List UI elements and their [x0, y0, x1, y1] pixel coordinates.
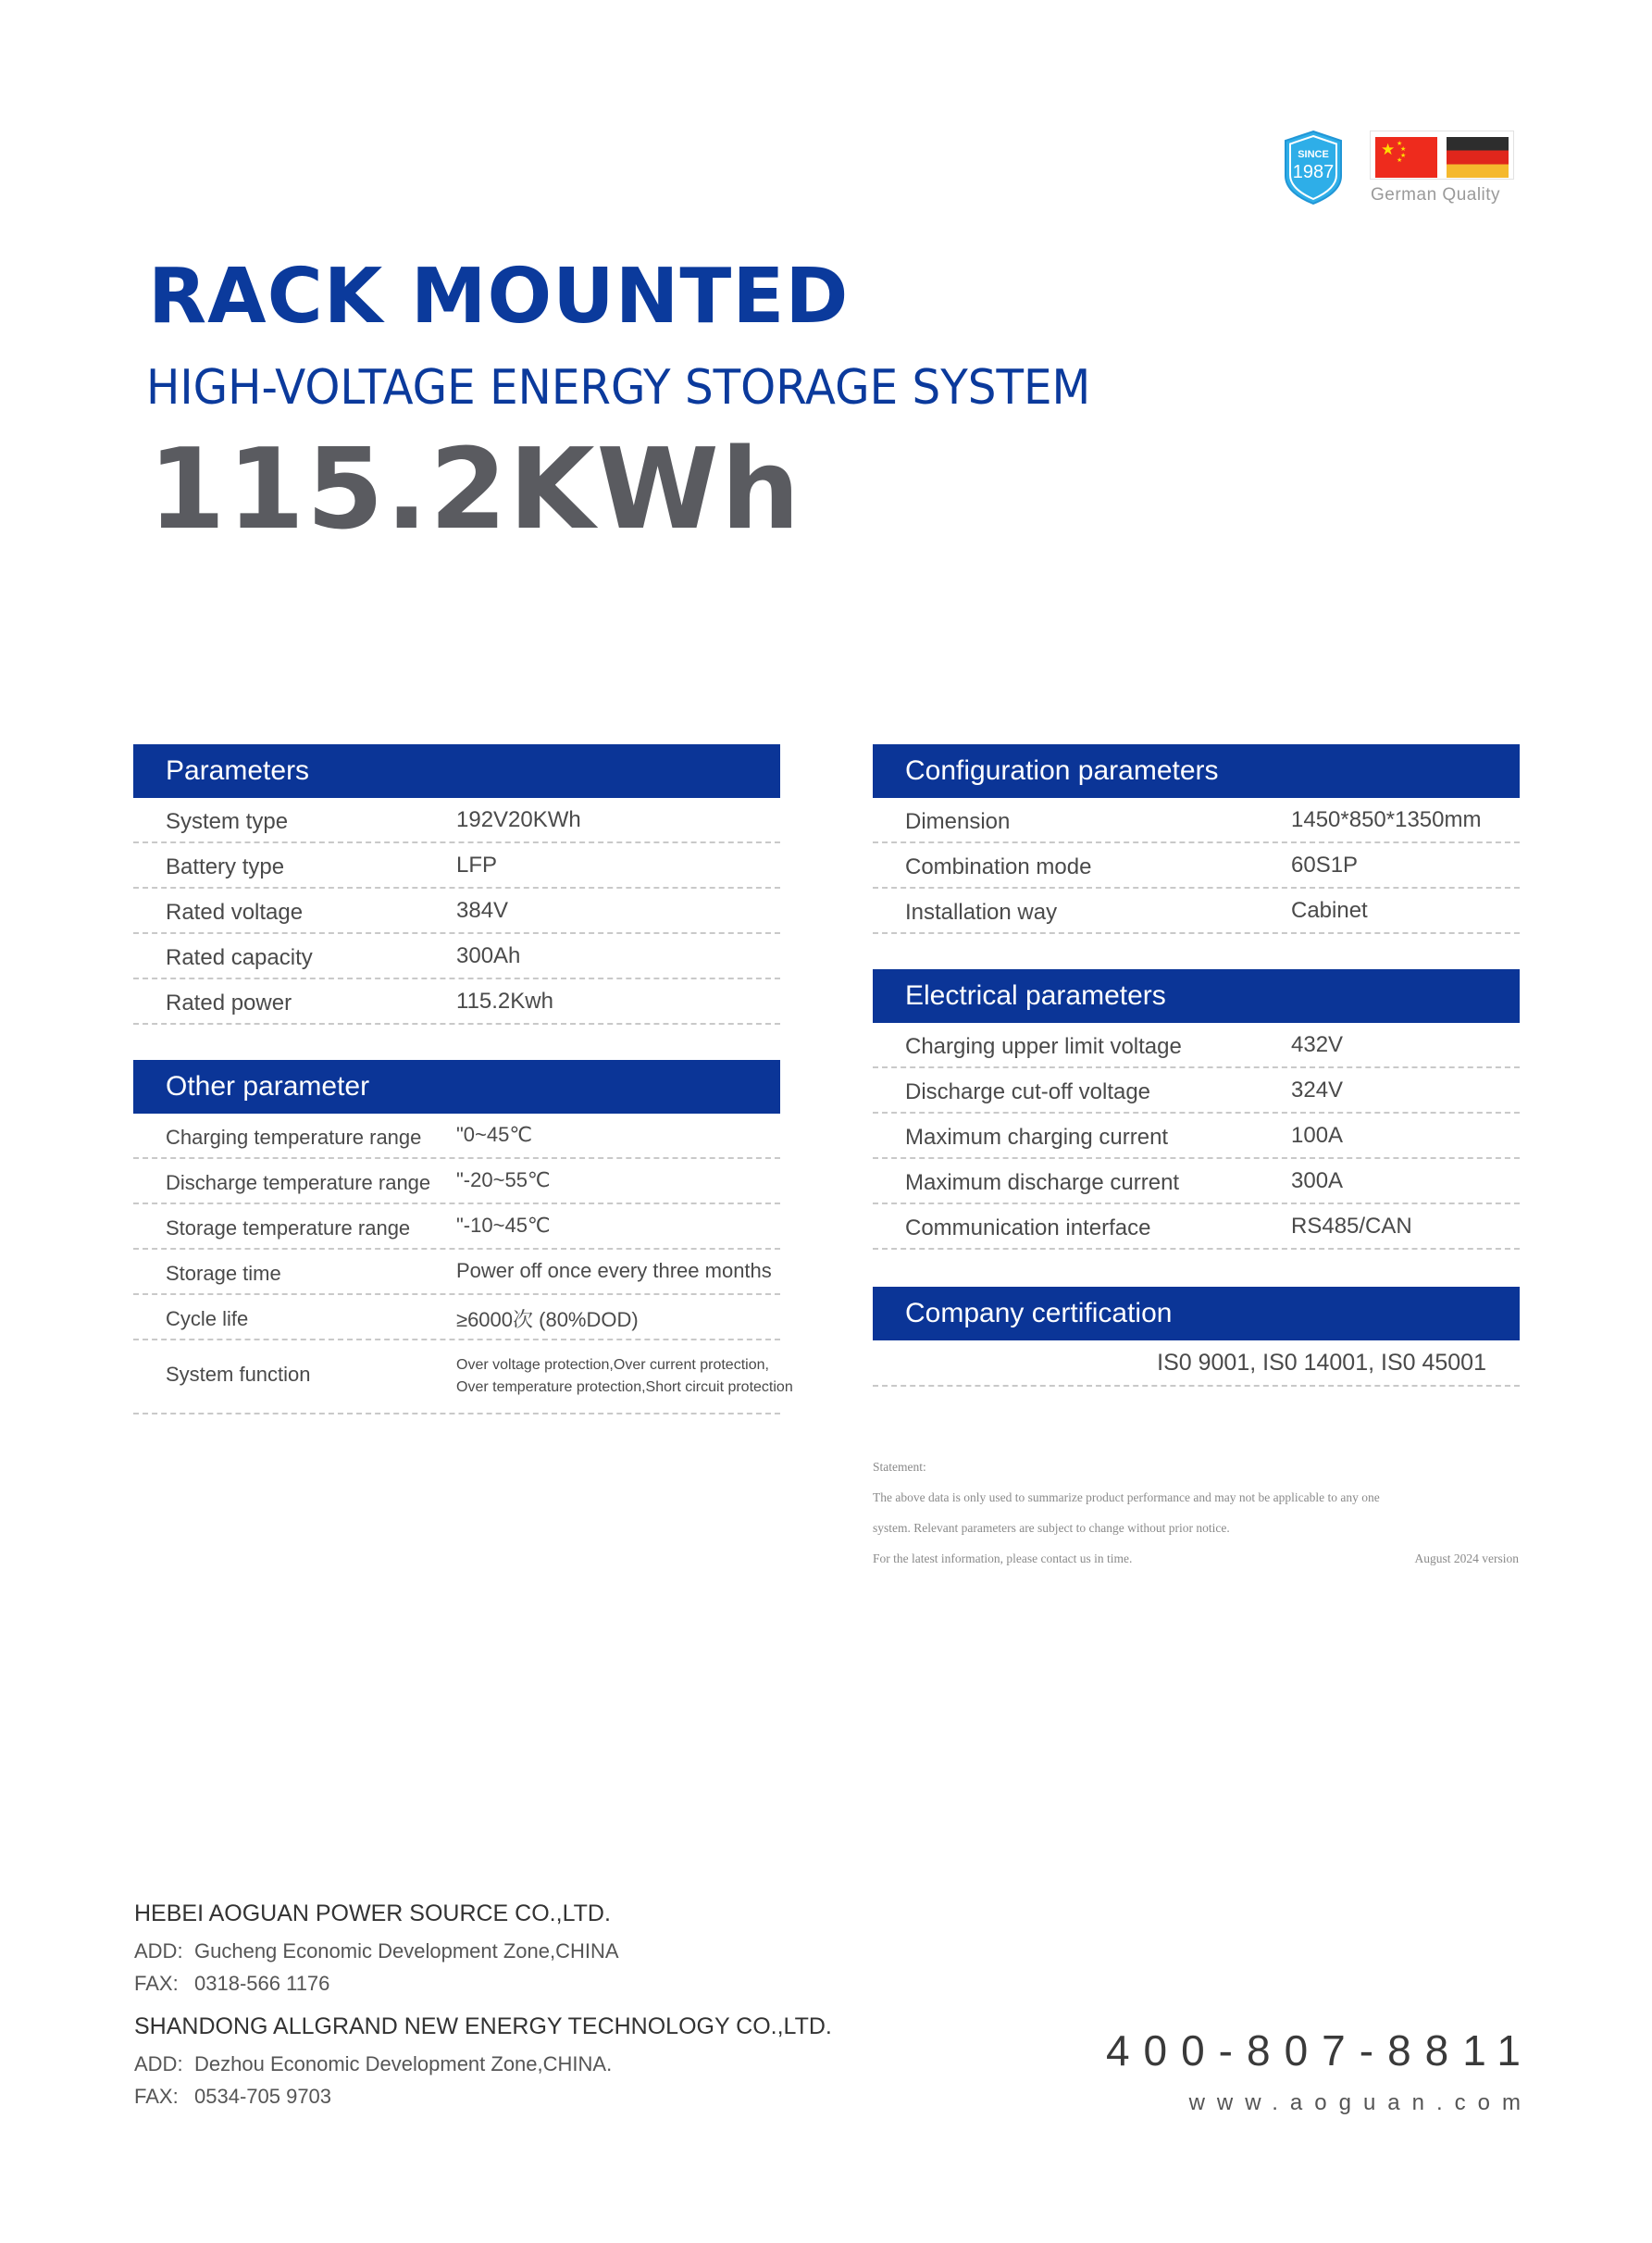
statement-line: For the latest information, please contact us in time.	[873, 1551, 1133, 1565]
table-row	[873, 889, 1520, 934]
company-certification-section	[873, 1287, 1520, 1387]
param-value: 60S1P	[1291, 853, 1359, 878]
param-value: "-10~45℃	[456, 1214, 551, 1237]
svg-text:SINCE: SINCE	[1298, 149, 1329, 160]
param-value: 384V	[456, 898, 509, 923]
statement-heading: Statement:	[873, 1460, 926, 1474]
table-row	[133, 1295, 780, 1340]
param-value: 100A	[1291, 1123, 1344, 1148]
param-value: 115.2Kwh	[456, 989, 553, 1014]
param-value	[456, 1354, 808, 1399]
svg-text:1987: 1987	[1292, 162, 1335, 182]
company-name: SHANDONG ALLGRAND NEW ENERGY TECHNOLOGY CO.,LTD.	[134, 2013, 832, 2039]
website-link[interactable]: www.aoguan.com	[1188, 2090, 1533, 2115]
company-address	[134, 2051, 832, 2084]
param-label: Rated power	[166, 991, 292, 1016]
address-value: Dezhou Economic Development Zone,CHINA.	[194, 2052, 613, 2075]
german-quality-label: German Quality	[1371, 185, 1501, 205]
table-row	[133, 889, 780, 934]
company-address	[134, 1938, 832, 1971]
capacity-heading: 115.2KWh	[148, 426, 802, 555]
table-row	[873, 1023, 1520, 1068]
configuration-parameters-section	[873, 744, 1520, 934]
address-label: ADD:	[134, 1939, 183, 1963]
statement-line: system. Relevant parameters are subject to change without prior notice.	[873, 1521, 1230, 1535]
param-label: Storage time	[166, 1262, 281, 1285]
param-value: ≥6000次 (80%DOD)	[456, 1308, 639, 1331]
table-row	[873, 1068, 1520, 1114]
param-value: "-20~55℃	[456, 1168, 551, 1191]
germany-flag-icon	[1447, 137, 1509, 178]
fax-value: 0534-705 9703	[194, 2085, 332, 2108]
electrical-parameters-section	[873, 969, 1520, 1250]
param-value: LFP	[456, 853, 498, 878]
param-value: Cabinet	[1291, 898, 1368, 923]
param-label: Rated capacity	[166, 945, 313, 970]
table-row	[133, 1340, 793, 1414]
function-line-2: Over temperature protection,Short circuit protection	[456, 1379, 793, 1395]
param-label: Rated voltage	[166, 900, 304, 925]
table-row	[873, 1159, 1520, 1204]
address-value: Gucheng Economic Development Zone,CHINA	[194, 1939, 619, 1963]
section-header: Parameters	[133, 744, 780, 798]
param-label: Dimension	[905, 809, 1011, 834]
other-parameter-section	[133, 1060, 793, 1414]
function-line-1: Over voltage protection,Over current protection,	[456, 1357, 769, 1373]
param-value: 300A	[1291, 1168, 1344, 1193]
param-label: System type	[166, 809, 289, 834]
version-label: August 2024 version	[1414, 1551, 1519, 1565]
param-value: 1450*850*1350mm	[1291, 807, 1482, 832]
statement-line: The above data is only used to summarize product performance and may not be applicable to any one	[873, 1490, 1380, 1504]
table-row	[133, 934, 780, 979]
param-value: 324V	[1291, 1078, 1344, 1103]
table-row	[873, 1340, 1520, 1387]
param-label: Charging upper limit voltage	[905, 1034, 1182, 1059]
param-label: Cycle life	[166, 1307, 249, 1330]
flags-badge	[1370, 131, 1514, 180]
param-label: Charging temperature range	[166, 1126, 422, 1149]
company-name: HEBEI AOGUAN POWER SOURCE CO.,LTD.	[134, 1900, 611, 1926]
statement-block	[873, 1458, 1521, 1580]
param-label: Discharge cut-off voltage	[905, 1079, 1151, 1104]
statement-line-last	[873, 1550, 1521, 1580]
table-row	[873, 1114, 1520, 1159]
table-row	[133, 1159, 780, 1204]
param-label: Battery type	[166, 854, 285, 879]
param-value: RS485/CAN	[1291, 1214, 1412, 1239]
section-header: Electrical parameters	[873, 969, 1520, 1023]
table-row	[133, 1250, 780, 1295]
param-value: 300Ah	[456, 943, 521, 968]
china-flag-icon: ★ ★ ★ ★ ★	[1375, 137, 1437, 178]
table-row	[133, 1114, 780, 1159]
param-label: Discharge temperature range	[166, 1171, 431, 1194]
param-label: Storage temperature range	[166, 1216, 411, 1240]
param-label: Maximum charging current	[905, 1125, 1169, 1150]
fax-value: 0318-566 1176	[194, 1972, 330, 1995]
param-value: 192V20KWh	[456, 807, 581, 832]
company-fax	[134, 2084, 832, 2116]
table-row	[873, 843, 1520, 889]
section-header: Company certification	[873, 1287, 1520, 1340]
page-title: RACK MOUNTED	[148, 253, 850, 341]
fax-label: FAX:	[134, 2085, 179, 2108]
param-value: "0~45℃	[456, 1123, 533, 1146]
section-header: Configuration parameters	[873, 744, 1520, 798]
param-label: Combination mode	[905, 854, 1092, 879]
param-label: Installation way	[905, 900, 1058, 925]
param-value: Power off once every three months	[456, 1259, 772, 1282]
certification-value: IS0 9001, IS0 14001, IS0 45001	[1157, 1350, 1486, 1376]
since-1987-shield-icon	[1282, 130, 1345, 206]
company-fax	[134, 1971, 832, 2003]
param-value: 432V	[1291, 1032, 1344, 1057]
page-subtitle: HIGH-VOLTAGE ENERGY STORAGE SYSTEM	[146, 360, 1091, 416]
hotline-phone: 400-807-8811	[1105, 2026, 1534, 2075]
parameters-section	[133, 744, 780, 1025]
table-row	[133, 843, 780, 889]
table-row	[873, 798, 1520, 843]
fax-label: FAX:	[134, 1972, 179, 1995]
address-label: ADD:	[134, 2052, 183, 2075]
param-label: Communication interface	[905, 1215, 1151, 1240]
table-row	[133, 798, 780, 843]
company-contacts	[134, 1900, 832, 2116]
table-row	[133, 1204, 780, 1250]
table-row	[133, 979, 780, 1025]
param-label: System function	[166, 1363, 311, 1386]
table-row	[873, 1204, 1520, 1250]
section-header: Other parameter	[133, 1060, 780, 1114]
param-label: Maximum discharge current	[905, 1170, 1180, 1195]
